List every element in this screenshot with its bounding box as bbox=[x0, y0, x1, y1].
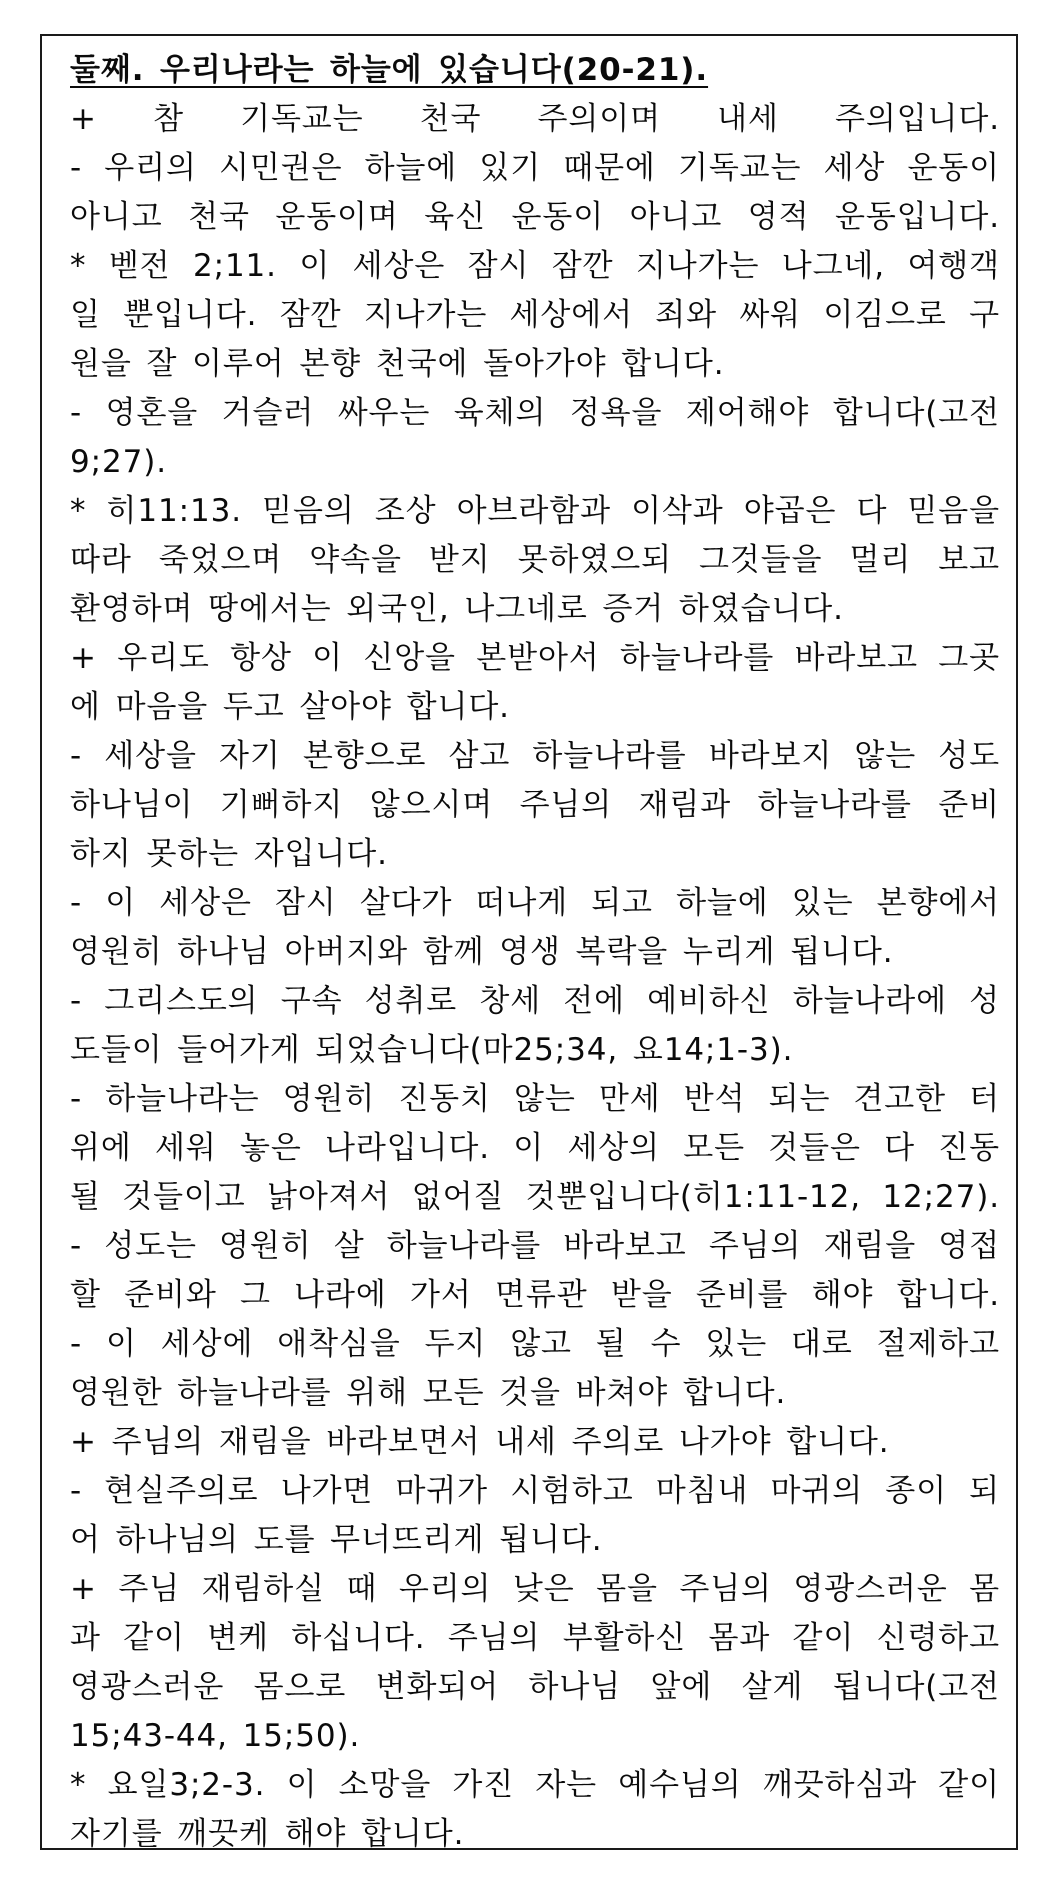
text-line: 어 하나님의 도를 무너뜨리게 됩니다. bbox=[70, 1522, 603, 1558]
text-line: + 주님 재림하실 때 우리의 낮은 몸을 주님의 영광스러운 몸 bbox=[70, 1571, 1000, 1607]
text-line: + 참 기독교는 천국 주의이며 내세 주의입니다. bbox=[70, 101, 1000, 137]
text-line: 영원한 하늘나라를 위해 모든 것을 바쳐야 합니다. bbox=[70, 1375, 787, 1411]
text-line: - 이 세상에 애착심을 두지 않고 될 수 있는 대로 절제하고 bbox=[70, 1326, 1000, 1362]
text-line: 아니고 천국 운동이며 육신 운동이 아니고 영적 운동입니다. bbox=[70, 199, 1000, 235]
text-line: 하나님이 기뻐하지 않으시며 주님의 재림과 하늘나라를 준비 bbox=[70, 787, 1000, 823]
text-line: 15;43-44, 15;50). bbox=[70, 1718, 361, 1754]
text-line: 될 것들이고 낡아져서 없어질 것뿐입니다(히1:11-12, 12;27). bbox=[70, 1179, 1000, 1215]
text-line: 도들이 들어가게 되었습니다(마25;34, 요14;1-3). bbox=[70, 1032, 794, 1068]
text-line: - 현실주의로 나가면 마귀가 시험하고 마침내 마귀의 종이 되 bbox=[70, 1473, 1000, 1509]
text-line: - 우리의 시민권은 하늘에 있기 때문에 기독교는 세상 운동이 bbox=[70, 150, 1000, 186]
text-line: - 영혼을 거슬러 싸우는 육체의 정욕을 제어해야 합니다(고전 bbox=[70, 395, 1000, 431]
text-line: * 요일3;2-3. 이 소망을 가진 자는 예수님의 깨끗하심과 같이 bbox=[70, 1767, 1000, 1803]
document-body bbox=[70, 46, 1000, 1859]
text-line: * 벧전 2;11. 이 세상은 잠시 잠깐 지나가는 나그네, 여행객 bbox=[70, 248, 1000, 284]
text-line: 영광스러운 몸으로 변화되어 하나님 앞에 살게 됩니다(고전 bbox=[70, 1669, 1000, 1705]
section-heading: 둘째. 우리나라는 하늘에 있습니다(20-21). bbox=[70, 52, 709, 88]
text-line: * 히11:13. 믿음의 조상 아브라함과 이삭과 야곱은 다 믿음을 bbox=[70, 493, 1000, 529]
text-line: 영원히 하나님 아버지와 함께 영생 복락을 누리게 됩니다. bbox=[70, 934, 894, 970]
text-line: 에 마음을 두고 살아야 합니다. bbox=[70, 689, 510, 725]
text-line: 과 같이 변케 하십니다. 주님의 부활하신 몸과 같이 신령하고 bbox=[70, 1620, 1000, 1656]
text-line: 9;27). bbox=[70, 444, 167, 480]
text-line: 자기를 깨끗케 해야 합니다. bbox=[70, 1816, 465, 1852]
text-line: 원을 잘 이루어 본향 천국에 돌아가야 합니다. bbox=[70, 346, 725, 382]
text-line: - 세상을 자기 본향으로 삼고 하늘나라를 바라보지 않는 성도 bbox=[70, 738, 1000, 774]
document-frame bbox=[40, 34, 1018, 1850]
text-line: - 그리스도의 구속 성취로 창세 전에 예비하신 하늘나라에 성 bbox=[70, 983, 1000, 1019]
text-line: + 주님의 재림을 바라보면서 내세 주의로 나가야 합니다. bbox=[70, 1424, 890, 1460]
text-line: 따라 죽었으며 약속을 받지 못하였으되 그것들을 멀리 보고 bbox=[70, 542, 1000, 578]
text-line: 하지 못하는 자입니다. bbox=[70, 836, 388, 872]
text-line: 일 뿐입니다. 잠깐 지나가는 세상에서 죄와 싸워 이김으로 구 bbox=[70, 297, 1000, 333]
text-line: - 이 세상은 잠시 살다가 떠나게 되고 하늘에 있는 본향에서 bbox=[70, 885, 1000, 921]
text-line: - 성도는 영원히 살 하늘나라를 바라보고 주님의 재림을 영접 bbox=[70, 1228, 1000, 1264]
text-line: 위에 세워 놓은 나라입니다. 이 세상의 모든 것들은 다 진동 bbox=[70, 1130, 1000, 1166]
text-line: 할 준비와 그 나라에 가서 면류관 받을 준비를 해야 합니다. bbox=[70, 1277, 1000, 1313]
text-line: 환영하며 땅에서는 외국인, 나그네로 증거 하였습니다. bbox=[70, 591, 844, 627]
text-line: + 우리도 항상 이 신앙을 본받아서 하늘나라를 바라보고 그곳 bbox=[70, 640, 1000, 676]
text-line: - 하늘나라는 영원히 진동치 않는 만세 반석 되는 견고한 터 bbox=[70, 1081, 1000, 1117]
